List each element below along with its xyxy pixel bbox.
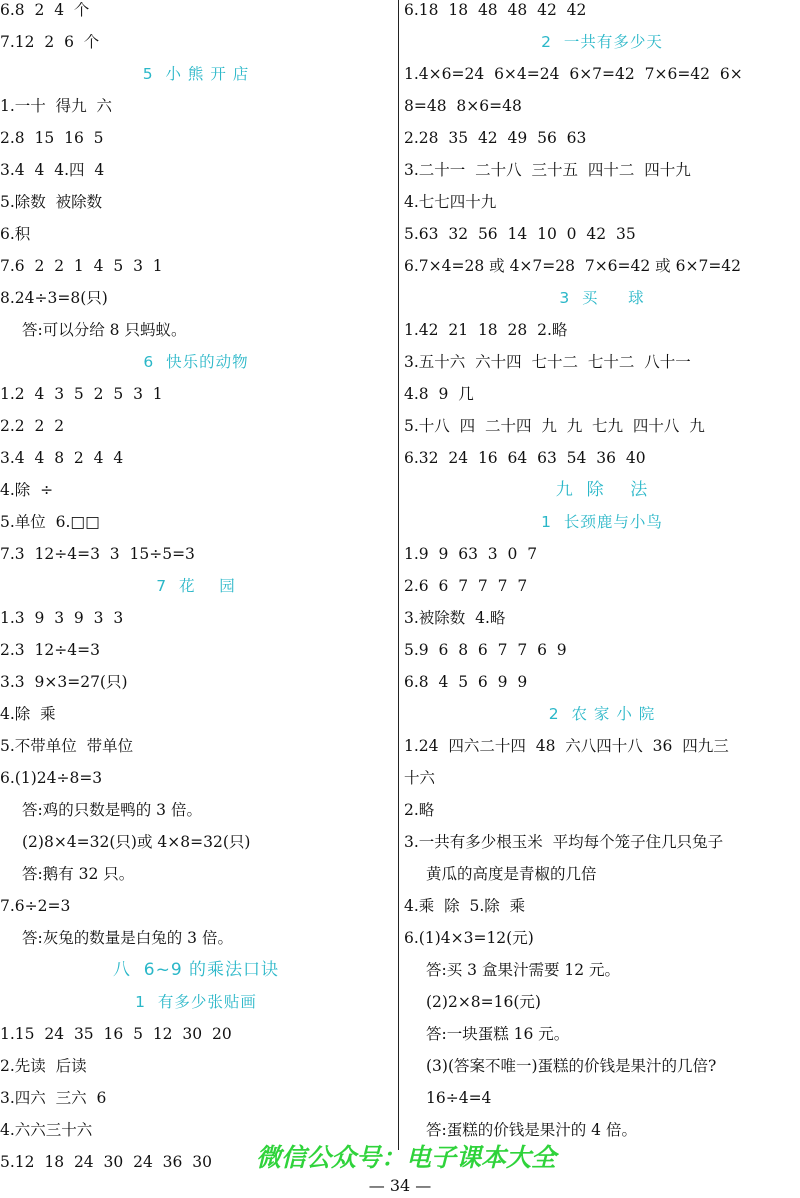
left-answer-line: 2.2 2 2 (0, 417, 65, 435)
left-answer-line: (2)8×4=32(只)或 4×8=32(只) (22, 833, 251, 851)
right-answer-line: 5.十八 四 二十四 九 九 七九 四十八 九 (404, 417, 705, 435)
left-answer-line: 3.4 4 8 2 4 4 (0, 449, 124, 467)
left-answer-line: 1.一十 得九 六 (0, 97, 112, 115)
page-number: — 34 — (368, 1176, 432, 1195)
right-answer-line: 1.42 21 18 28 2.略 (404, 321, 568, 339)
left-section-heading: 八 6~9 的乘法口诀 (112, 960, 280, 980)
right-answer-line: 1.9 9 63 3 0 7 (404, 545, 538, 563)
right-answer-line: 答:一块蛋糕 16 元。 (426, 1025, 570, 1043)
left-answer-line: 7.6 2 2 1 4 5 3 1 (0, 257, 163, 275)
right-answer-line: 十六 (404, 769, 436, 787)
right-answer-line: 答:买 3 盒果汁需要 12 元。 (426, 961, 621, 979)
left-answer-line: 8.24÷3=8(只) (0, 289, 108, 307)
right-answer-line: 3.被除数 4.略 (404, 609, 506, 627)
right-answer-line: 6.32 24 16 64 63 54 36 40 (404, 449, 646, 467)
right-section-heading: 2 农 家 小 院 (548, 705, 656, 723)
left-section-heading: 6 快乐的动物 (143, 353, 249, 371)
right-answer-line: 2.略 (404, 801, 435, 819)
left-answer-line: 7.12 2 6 个 (0, 33, 100, 51)
right-answer-line: 2.6 6 7 7 7 7 (404, 577, 528, 595)
column-divider (398, 0, 399, 1150)
left-answer-line: 5.12 18 24 30 24 36 30 (0, 1153, 212, 1171)
left-answer-line: 5.不带单位 带单位 (0, 737, 134, 755)
left-answer-line: 2.3 12÷4=3 (0, 641, 100, 659)
right-answer-line: 8=48 8×6=48 (404, 97, 522, 115)
right-answer-line: 1.24 四六二十四 48 六八四十八 36 四九三 (404, 737, 729, 755)
right-answer-line: 16÷4=4 (426, 1089, 492, 1107)
left-answer-line: 6.(1)24÷8=3 (0, 769, 103, 787)
right-answer-line: 6.18 18 48 48 42 42 (404, 1, 587, 19)
left-answer-line: 5.单位 6.□□ (0, 513, 100, 531)
right-answer-line: (2)2×8=16(元) (426, 993, 541, 1011)
left-answer-line: 答:鸡的只数是鸭的 3 倍。 (22, 801, 202, 819)
left-answer-line: 2.先读 后读 (0, 1057, 87, 1075)
left-answer-line: 5.除数 被除数 (0, 193, 103, 211)
right-answer-line: 4.七七四十九 (404, 193, 497, 211)
right-section-heading: 3 买 球 (559, 289, 645, 307)
left-answer-line: 答:灰兔的数量是白兔的 3 倍。 (22, 929, 233, 947)
left-answer-line: 6.积 (0, 225, 31, 243)
right-answer-line: 6.(1)4×3=12(元) (404, 929, 534, 947)
left-answer-line: 1.15 24 35 16 5 12 30 20 (0, 1025, 232, 1043)
right-answer-line: 3.一共有多少根玉米 平均每个笼子住几只兔子 (404, 833, 724, 851)
left-section-heading: 7 花 园 (156, 577, 236, 595)
right-section-heading: 九 除 法 (555, 480, 649, 500)
left-answer-line: 4.除 乘 (0, 705, 56, 723)
left-answer-line: 1.3 9 3 9 3 3 (0, 609, 124, 627)
left-answer-line: 7.3 12÷4=3 3 15÷5=3 (0, 545, 195, 563)
right-answer-line: (3)(答案不唯一)蛋糕的价钱是果汁的几倍? (426, 1057, 717, 1075)
left-section-heading: 1 有多少张贴画 (135, 993, 257, 1011)
left-answer-line: 2.8 15 16 5 (0, 129, 104, 147)
left-answer-line: 3.四六 三六 6 (0, 1089, 107, 1107)
right-answer-line: 黄瓜的高度是青椒的几倍 (426, 865, 597, 883)
left-answer-line: 7.6÷2=3 (0, 897, 71, 915)
right-answer-line: 1.4×6=24 6×4=24 6×7=42 7×6=42 6× (404, 65, 743, 83)
left-answer-line: 答:可以分给 8 只蚂蚁。 (22, 321, 187, 339)
right-answer-line: 3.二十一 二十八 三十五 四十二 四十九 (404, 161, 691, 179)
left-section-heading: 5 小 熊 开 店 (142, 65, 250, 83)
right-answer-line: 6.8 4 5 6 9 9 (404, 673, 528, 691)
left-answer-line: 4.六六三十六 (0, 1121, 93, 1139)
left-answer-line: 3.3 9×3=27(只) (0, 673, 128, 691)
left-answer-line: 答:鹅有 32 只。 (22, 865, 135, 883)
left-answer-line: 1.2 4 3 5 2 5 3 1 (0, 385, 163, 403)
right-answer-line: 5.63 32 56 14 10 0 42 35 (404, 225, 636, 243)
right-section-heading: 2 一共有多少天 (541, 33, 663, 51)
right-answer-line: 2.28 35 42 49 56 63 (404, 129, 587, 147)
left-answer-line: 6.8 2 4 个 (0, 1, 90, 19)
left-answer-line: 3.4 4 4.四 4 (0, 161, 105, 179)
left-answer-line: 4.除 ÷ (0, 481, 54, 499)
right-answer-line: 6.7×4=28 或 4×7=28 7×6=42 或 6×7=42 (404, 257, 742, 275)
right-answer-line: 答:蛋糕的价钱是果汁的 4 倍。 (426, 1121, 637, 1139)
right-answer-line: 5.9 6 8 6 7 7 6 9 (404, 641, 567, 659)
right-answer-line: 4.乘 除 5.除 乘 (404, 897, 526, 915)
watermark: 微信公众号：电子课本大全 (256, 1143, 557, 1172)
right-section-heading: 1 长颈鹿与小鸟 (541, 513, 663, 531)
right-answer-line: 3.五十六 六十四 七十二 七十二 八十一 (404, 353, 691, 371)
right-answer-line: 4.8 9 几 (404, 385, 474, 403)
